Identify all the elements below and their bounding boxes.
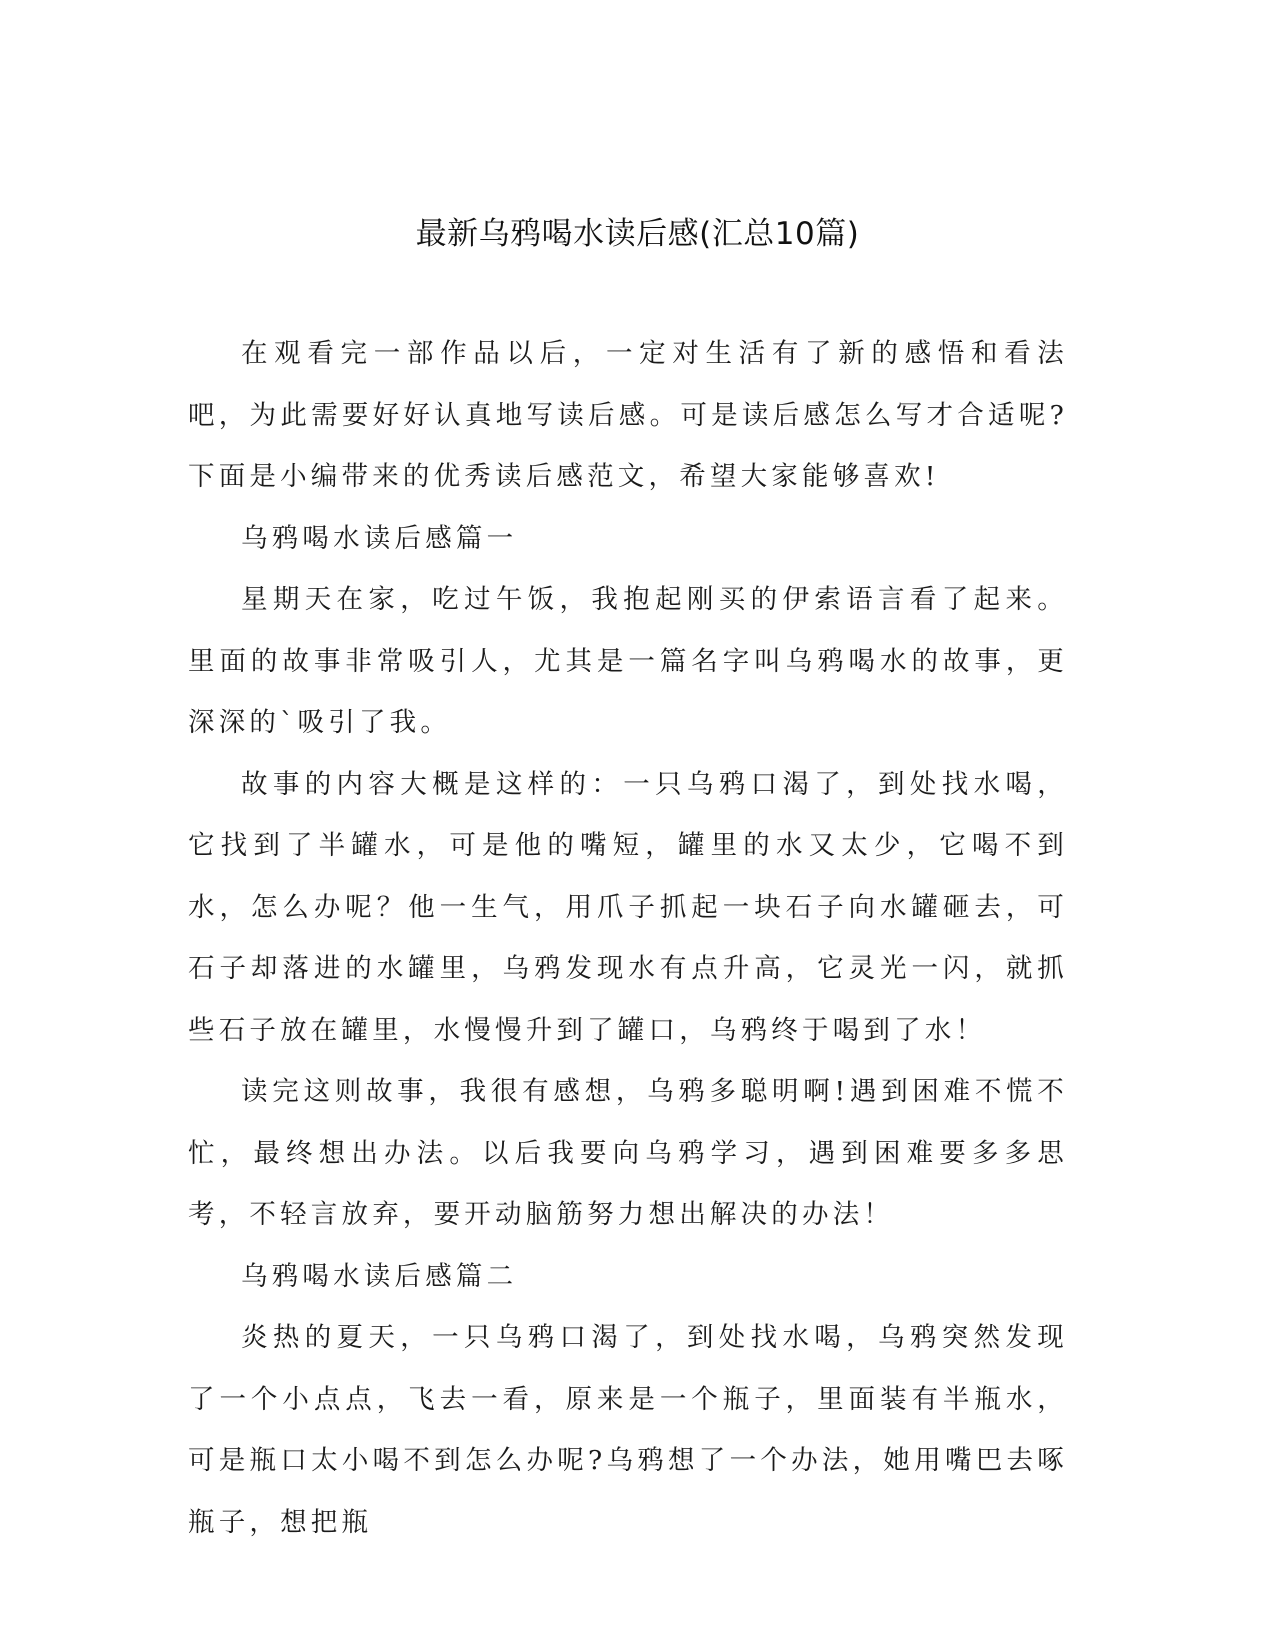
document-title: 最新乌鸦喝水读后感(汇总10篇) xyxy=(415,216,860,252)
document-body xyxy=(188,323,1068,1553)
paragraph: 读完这则故事，我很有感想，乌鸦多聪明啊!遇到困难不慌不忙，最终想出办法。以后我要向乌鸦学习，遇到困难要多多思考，不轻言放弃，要开动脑筋努力想出解决的办法！ xyxy=(188,1076,1068,1230)
section-heading-1: 乌鸦喝水读后感篇一 xyxy=(241,522,518,554)
paragraph: 炎热的夏天，一只乌鸦口渴了，到处找水喝，乌鸦突然发现了一个小点点，飞去一看，原来是一个瓶子，里面装有半瓶水，可是瓶口太小喝不到怎么办呢?乌鸦想了一个办法，她用嘴巴去啄瓶子，想把瓶 xyxy=(188,1322,1068,1538)
paragraph: 星期天在家，吃过午饭，我抱起刚买的伊索语言看了起来。里面的故事非常吸引人，尤其是一篇名字叫乌鸦喝水的故事，更深深的`吸引了我。 xyxy=(188,584,1068,738)
intro-paragraph: 在观看完一部作品以后，一定对生活有了新的感悟和看法吧，为此需要好好认真地写读后感。可是读后感怎么写才合适呢?下面是小编带来的优秀读后感范文，希望大家能够喜欢! xyxy=(188,338,1068,492)
paragraph: 故事的内容大概是这样的：一只乌鸦口渴了，到处找水喝，它找到了半罐水，可是他的嘴短，罐里的水又太少，它喝不到水，怎么办呢？他一生气，用爪子抓起一块石子向水罐砸去，可石子却落进的水罐里，乌鸦发现水有点升高，它灵光一闪，就抓些石子放在罐里，水慢慢升到了罐口，乌鸦终于喝到了水！ xyxy=(188,768,1068,1046)
section-heading-2: 乌鸦喝水读后感篇二 xyxy=(241,1260,518,1292)
